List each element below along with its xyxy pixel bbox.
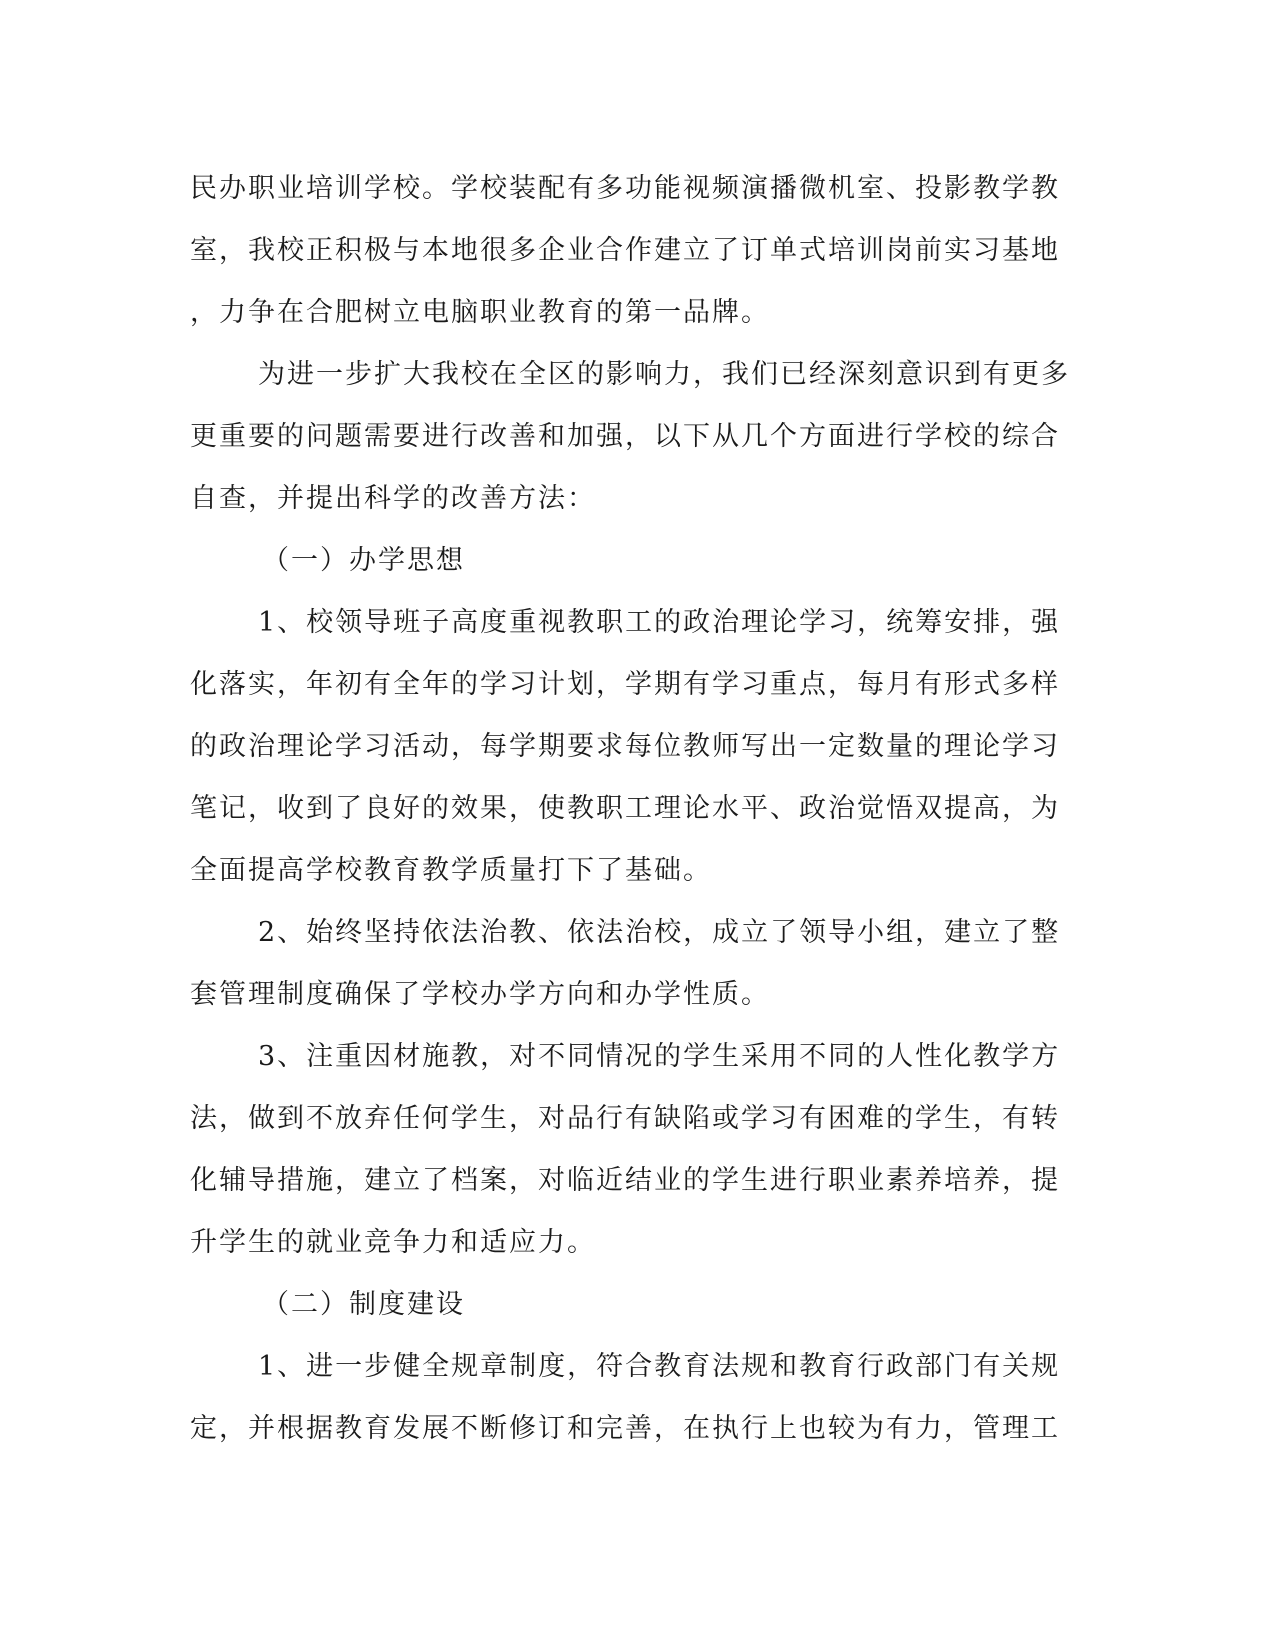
text-line: 室，我校正积极与本地很多企业合作建立了订单式培训岗前实习基地 xyxy=(190,235,1060,266)
text-line: 化落实，年初有全年的学习计划，学期有学习重点，每月有形式多样 xyxy=(190,669,1060,700)
section-heading-text: （二）制度建设 xyxy=(262,1289,465,1320)
text-line: 化辅导措施，建立了档案，对临近结业的学生进行职业素养培养，提 xyxy=(190,1165,1060,1196)
text-line: 自查，并提出科学的改善方法： xyxy=(190,483,596,514)
text-line: 全面提高学校教育教学质量打下了基础。 xyxy=(190,855,712,886)
text-line: 套管理制度确保了学校办学方向和办学性质。 xyxy=(190,979,770,1010)
section-heading-1 xyxy=(190,530,1080,592)
text-line: 3、注重因材施教，对不同情况的学生采用不同的人性化教学方 xyxy=(258,1041,1061,1072)
paragraph-item-4 xyxy=(190,1336,1080,1460)
text-line: ，力争在合肥树立电脑职业教育的第一品牌。 xyxy=(190,297,770,328)
text-line: 法，做到不放弃任何学生，对品行有缺陷或学习有困难的学生，有转 xyxy=(190,1103,1060,1134)
text-line: 的政治理论学习活动，每学期要求每位教师写出一定数量的理论学习 xyxy=(190,731,1060,762)
document-body xyxy=(190,158,1080,1460)
text-line: 更重要的问题需要进行改善和加强，以下从几个方面进行学校的综合 xyxy=(190,421,1060,452)
text-line: 民办职业培训学校。学校装配有多功能视频演播微机室、投影教学教 xyxy=(190,173,1060,204)
paragraph-intro xyxy=(190,344,1080,530)
section-heading-2 xyxy=(190,1274,1080,1336)
text-line: 1、进一步健全规章制度，符合教育法规和教育行政部门有关规 xyxy=(258,1351,1061,1382)
text-line: 1、校领导班子高度重视教职工的政治理论学习，统筹安排，强 xyxy=(258,607,1061,638)
paragraph-continuation xyxy=(190,158,1080,344)
text-line: 升学生的就业竞争力和适应力。 xyxy=(190,1227,596,1258)
text-line: 2、始终坚持依法治教、依法治校，成立了领导小组，建立了整 xyxy=(258,917,1061,948)
paragraph-item-3 xyxy=(190,1026,1080,1274)
paragraph-item-2 xyxy=(190,902,1080,1026)
text-line: 笔记，收到了良好的效果，使教职工理论水平、政治觉悟双提高，为 xyxy=(190,793,1060,824)
paragraph-item-1 xyxy=(190,592,1080,902)
text-line: 定，并根据教育发展不断修订和完善，在执行上也较为有力，管理工 xyxy=(190,1413,1060,1444)
text-line: 为进一步扩大我校在全区的影响力，我们已经深刻意识到有更多 xyxy=(258,359,1070,390)
section-heading-text: （一）办学思想 xyxy=(262,545,465,576)
